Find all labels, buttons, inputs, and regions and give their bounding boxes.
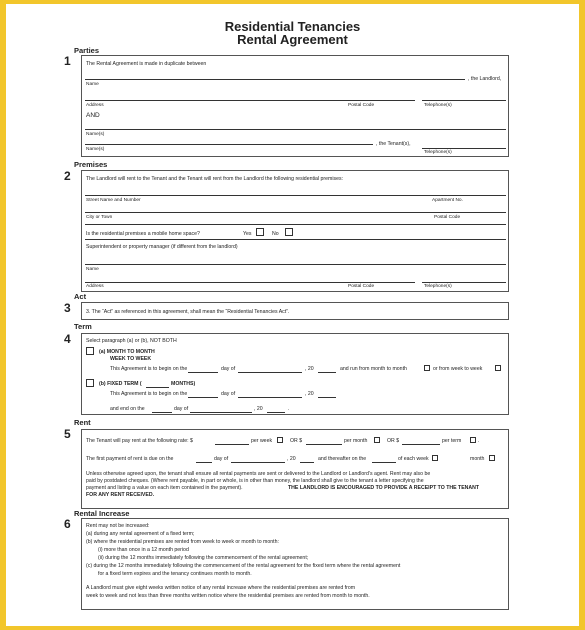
term-box: [81, 333, 509, 415]
term-b-month-line[interactable]: [238, 397, 302, 398]
term-a-day-of: day of: [221, 366, 236, 372]
rent-week-amount-line[interactable]: [215, 444, 249, 445]
thereafter-day-line[interactable]: [372, 462, 396, 463]
increase-line-4: (i) more than once in a 12 month period: [98, 547, 189, 553]
term-b-day-of: day of: [221, 391, 236, 397]
of-each-week-label: of each week: [398, 456, 429, 462]
landlord-name-line[interactable]: [85, 79, 465, 80]
parties-box: [81, 55, 509, 157]
term-a-month-line[interactable]: [238, 372, 302, 373]
premises-heading: Premises: [74, 160, 108, 169]
term-a-label2: WEEK TO WEEK: [110, 356, 152, 362]
mobile-question: Is the residential premises a mobile home space?: [86, 231, 200, 237]
rent-box: [81, 429, 509, 509]
superintendent-label: Superintendent or property manager (if different from the landlord): [86, 244, 238, 250]
first-payment-comma20: , 20: [287, 456, 296, 462]
landlord-postal-label: Postal Code: [348, 103, 375, 108]
apartment-label: Apartment No.: [432, 198, 463, 203]
first-payment-day-of: day of: [214, 456, 229, 462]
term-select-text: Select paragraph (a) or (b), NOT BOTH: [86, 338, 177, 344]
month-label: month: [470, 456, 485, 462]
term-b-end-day-line[interactable]: [152, 412, 172, 413]
rent-term-amount-line[interactable]: [402, 444, 440, 445]
per-term-label: per term: [442, 438, 462, 444]
tenant-phone-label: Telephone(s): [424, 150, 452, 155]
first-payment-text: The first payment of rent is due on the: [86, 456, 174, 462]
super-name-label: Name: [86, 267, 99, 272]
increase-line-6: (c) during the 12 months immediately following the commencement of the rental agreement for the fixed term where the rental agreement: [86, 563, 401, 569]
or-dollar-1: OR $: [290, 438, 303, 444]
term-a-begin: This Agreement is to begin on the: [110, 366, 188, 372]
term-b-period: .: [288, 406, 290, 412]
term-a-run-from: and run from month to month: [340, 366, 407, 372]
rent-receipt-notice: THE LANDLORD IS ENCOURAGED TO PROVIDE A RECEIPT TO THE TENANT: [288, 485, 480, 491]
term-a-year-line[interactable]: [318, 372, 336, 373]
rent-heading: Rent: [74, 418, 91, 427]
parties-heading: Parties: [74, 46, 100, 55]
act-text: 3. The “Act” as referenced in this agreement, shall mean the “Residential Tenancies Act”.: [86, 309, 290, 315]
term-b-day-of2: day of: [174, 406, 189, 412]
increase-line-3: (b) where the residential premises are rented from week to week or month to month:: [86, 539, 279, 545]
tenant-names-label-2: Name(s): [86, 147, 105, 152]
term-b-checkbox[interactable]: [86, 379, 94, 387]
increase-line-9: week to week and not less than three months written notice where the residential premises are rented from month to month.: [86, 593, 370, 599]
first-payment-day-line[interactable]: [196, 462, 212, 463]
landlord-name-label: Name: [86, 82, 99, 87]
street-label: Street Name and Number: [86, 198, 141, 203]
term-a-day-line[interactable]: [188, 372, 218, 373]
thereafter-text: and thereafter on the: [318, 456, 367, 462]
term-a-comma20: , 20: [305, 366, 314, 372]
per-month-label: per month: [344, 438, 368, 444]
rent-terms-line-1: Unless otherwise agreed upon, the tenant shall ensure all rental payments are sent or delivered to the Landlord or Landlord’s agent. Rent may also be: [86, 471, 431, 477]
each-week-checkbox[interactable]: [432, 455, 438, 461]
month-to-month-checkbox[interactable]: [424, 365, 430, 371]
per-month-checkbox[interactable]: [374, 437, 380, 443]
tenant-names-label-1: Name(s): [86, 132, 105, 137]
super-address-label: Address: [86, 284, 104, 289]
per-term-checkbox[interactable]: [470, 437, 476, 443]
increase-number: 6: [64, 517, 71, 531]
yes-checkbox[interactable]: [256, 228, 264, 236]
premises-intro: The Landlord will rent to the Tenant and the Tenant will rent from the Landlord the following residential premises:: [86, 176, 344, 182]
no-checkbox[interactable]: [285, 228, 293, 236]
premises-box: [81, 170, 509, 292]
term-b-comma20: , 20: [305, 391, 314, 397]
term-b-months-line[interactable]: [146, 387, 169, 388]
agreement-page: [6, 4, 579, 626]
premises-postal-label: Postal Code: [434, 215, 461, 220]
term-b-end-month-line[interactable]: [190, 412, 252, 413]
term-b-end-on: and end on the: [110, 406, 145, 412]
increase-line-7: for a fixed term expires and the tenancy continues month to month.: [98, 571, 252, 577]
tenant-suffix: , the Tenant(s),: [376, 141, 411, 147]
duplicate-text: The Rental Agreement is made in duplicate between: [86, 61, 207, 67]
per-week-label: per week: [251, 438, 273, 444]
act-number: 3: [64, 301, 71, 315]
no-label: No: [272, 231, 279, 237]
act-box: [81, 302, 509, 320]
rent-terms-line-4: FOR ANY RENT RECEIVED.: [86, 492, 155, 498]
parties-number: 1: [64, 54, 71, 68]
increase-line-2: (a) during any rental agreement of a fixed term;: [86, 531, 195, 537]
term-b-year-line[interactable]: [318, 397, 336, 398]
landlord-phone-label: Telephone(s): [424, 103, 452, 108]
rent-rate-period: .: [478, 438, 480, 444]
super-row-line: [85, 239, 506, 240]
per-week-checkbox[interactable]: [277, 437, 283, 443]
landlord-address-line[interactable]: [85, 100, 415, 101]
increase-line-5: (ii) during the 12 months immediately following the commencement of the rental agreement;: [98, 555, 309, 561]
term-b-day-line[interactable]: [188, 397, 218, 398]
week-to-week-checkbox[interactable]: [495, 365, 501, 371]
super-phone-line[interactable]: [422, 282, 506, 283]
increase-heading: Rental Increase: [74, 509, 130, 518]
increase-line-1: Rent may not be increased:: [86, 523, 150, 529]
rent-terms-line-3: payment and listing a value on each item contained in the payment).: [86, 485, 243, 491]
super-address-line[interactable]: [85, 282, 415, 283]
super-name-line[interactable]: [85, 264, 506, 265]
super-phone-label: Telephone(s): [424, 284, 452, 289]
title-line-2: Rental Agreement: [237, 32, 348, 47]
term-a-label: (a) MONTH TO MONTH: [99, 349, 155, 355]
term-number: 4: [64, 332, 71, 346]
first-payment-month-line[interactable]: [231, 462, 285, 463]
title-line-1: Residential Tenancies: [224, 19, 361, 34]
street-line[interactable]: [85, 195, 506, 196]
tenant-name-line-1[interactable]: [85, 129, 506, 130]
term-a-or-week: or from week to week: [433, 366, 483, 372]
term-b-months: MONTHS): [171, 381, 196, 387]
landlord-suffix: , the Landlord,: [468, 76, 502, 82]
term-b-comma20b: , 20: [254, 406, 263, 412]
landlord-phone-line[interactable]: [422, 100, 506, 101]
rent-month-amount-line[interactable]: [306, 444, 342, 445]
city-line[interactable]: [85, 212, 506, 213]
mobile-row-line: [85, 224, 506, 225]
term-b-begin: This Agreement is to begin on the: [110, 391, 188, 397]
first-payment-year-line[interactable]: [300, 462, 314, 463]
increase-box: [81, 518, 509, 610]
city-label: City or Town: [86, 215, 113, 220]
term-b-end-year-line[interactable]: [267, 412, 285, 413]
act-heading: Act: [74, 292, 87, 301]
tenant-phone-line[interactable]: [422, 148, 506, 149]
premises-number: 2: [64, 169, 71, 183]
rent-rate-text: The Tenant will pay rent at the following rate: $: [86, 438, 193, 444]
and-text: AND: [86, 112, 100, 119]
rent-terms-line-2: paid by postdated cheques. (Where rent payable, in part or whole, is in other than money, the landlord shall give to the tenant a letter specifying the: [86, 478, 424, 484]
each-month-checkbox[interactable]: [489, 455, 495, 461]
rent-number: 5: [64, 427, 71, 441]
landlord-address-label: Address: [86, 103, 104, 108]
tenant-name-line-2[interactable]: [85, 144, 373, 145]
term-b-label: (b) FIXED TERM (: [99, 381, 142, 387]
or-dollar-2: OR $: [387, 438, 400, 444]
term-heading: Term: [74, 322, 92, 331]
super-postal-label: Postal Code: [348, 284, 375, 289]
increase-line-8: A Landlord must give eight weeks written notice of any rental increase where the residential premises are rented from: [86, 585, 356, 591]
term-a-checkbox[interactable]: [86, 347, 94, 355]
yes-label: Yes: [243, 231, 252, 237]
